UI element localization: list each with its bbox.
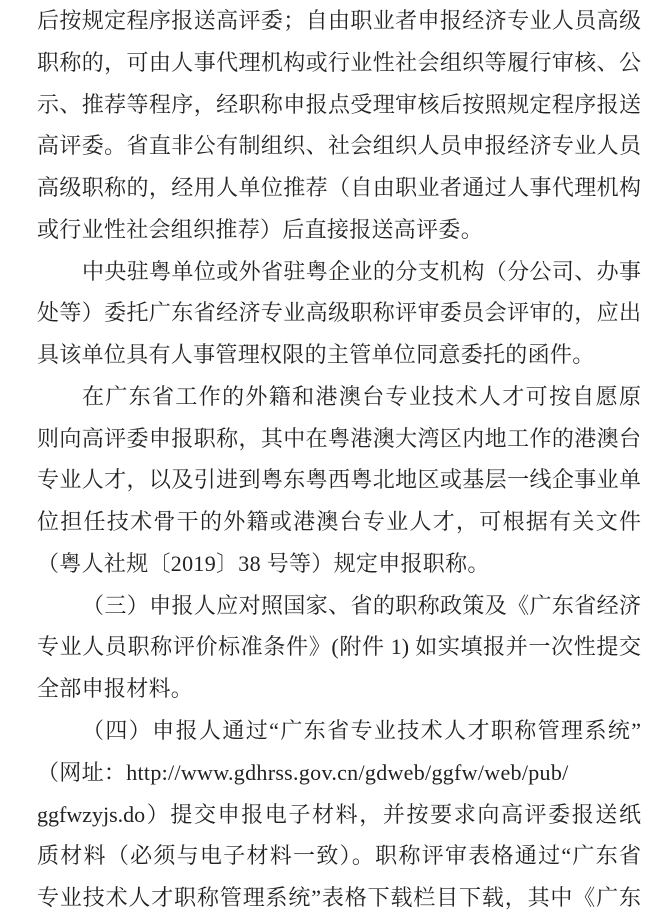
text-line: （粤人社规〔2019〕38 号等）规定申报职称。 (37, 550, 490, 576)
text-line: ggfwzyjs.do）提交申报电子材料，并按要求向高评委报送纸 (37, 801, 641, 827)
text-line: 职称的，可由人事代理机构或行业性社会组织等履行审核、公 (37, 49, 641, 75)
text-line: 高评委。省直非公有制组织、社会组织人员申报经济专业人员 (37, 133, 641, 159)
text-line: 高级职称的，经用人单位推荐（自由职业者通过人事代理机构 (37, 175, 641, 201)
text-line: 示、推荐等程序，经职称申报点受理审核后按照规定程序报送 (37, 91, 641, 117)
text-line: 质材料（必须与电子材料一致）。职称评审表格通过“广东省 (37, 843, 641, 869)
text-line: 处等）委托广东省经济专业高级职称评审委员会评审的，应出 (37, 300, 641, 326)
text-line: 则向高评委申报职称，其中在粤港澳大湾区内地工作的港澳台 (37, 425, 641, 451)
text-line: 全部申报材料。 (37, 676, 194, 702)
text-line: （三）申报人应对照国家、省的职称政策及《广东省经济 (82, 592, 641, 618)
text-line: 专业技术人才职称管理系统”表格下载栏目下载，其中《广东 (37, 885, 641, 911)
text-line: 在广东省工作的外籍和港澳台专业技术人才可按自愿原 (82, 383, 641, 409)
text-line: 中央驻粤单位或外省驻粤企业的分支机构（分公司、办事 (82, 258, 641, 284)
text-line: 位担任技术骨干的外籍或港澳台专业人才，可根据有关文件 (37, 509, 641, 535)
text-line: 专业人员职称评价标准条件》(附件 1) 如实填报并一次性提交 (37, 634, 641, 660)
text-line: （网址：http://www.gdhrss.gov.cn/gdweb/ggfw/web/pub/ (37, 759, 569, 785)
text-line: 后按规定程序报送高评委；自由职业者申报经济专业人员高级 (37, 8, 641, 33)
text-line: 具该单位具有人事管理权限的主管单位同意委托的函件。 (37, 342, 595, 368)
text-line: （四）申报人通过“广东省专业技术人才职称管理系统” (82, 718, 641, 744)
text-line: 或行业性社会组织推荐）后直接报送高评委。 (37, 216, 484, 242)
text-line: 专业人才，以及引进到粤东粤西粤北地区或基层一线企事业单 (37, 467, 641, 493)
